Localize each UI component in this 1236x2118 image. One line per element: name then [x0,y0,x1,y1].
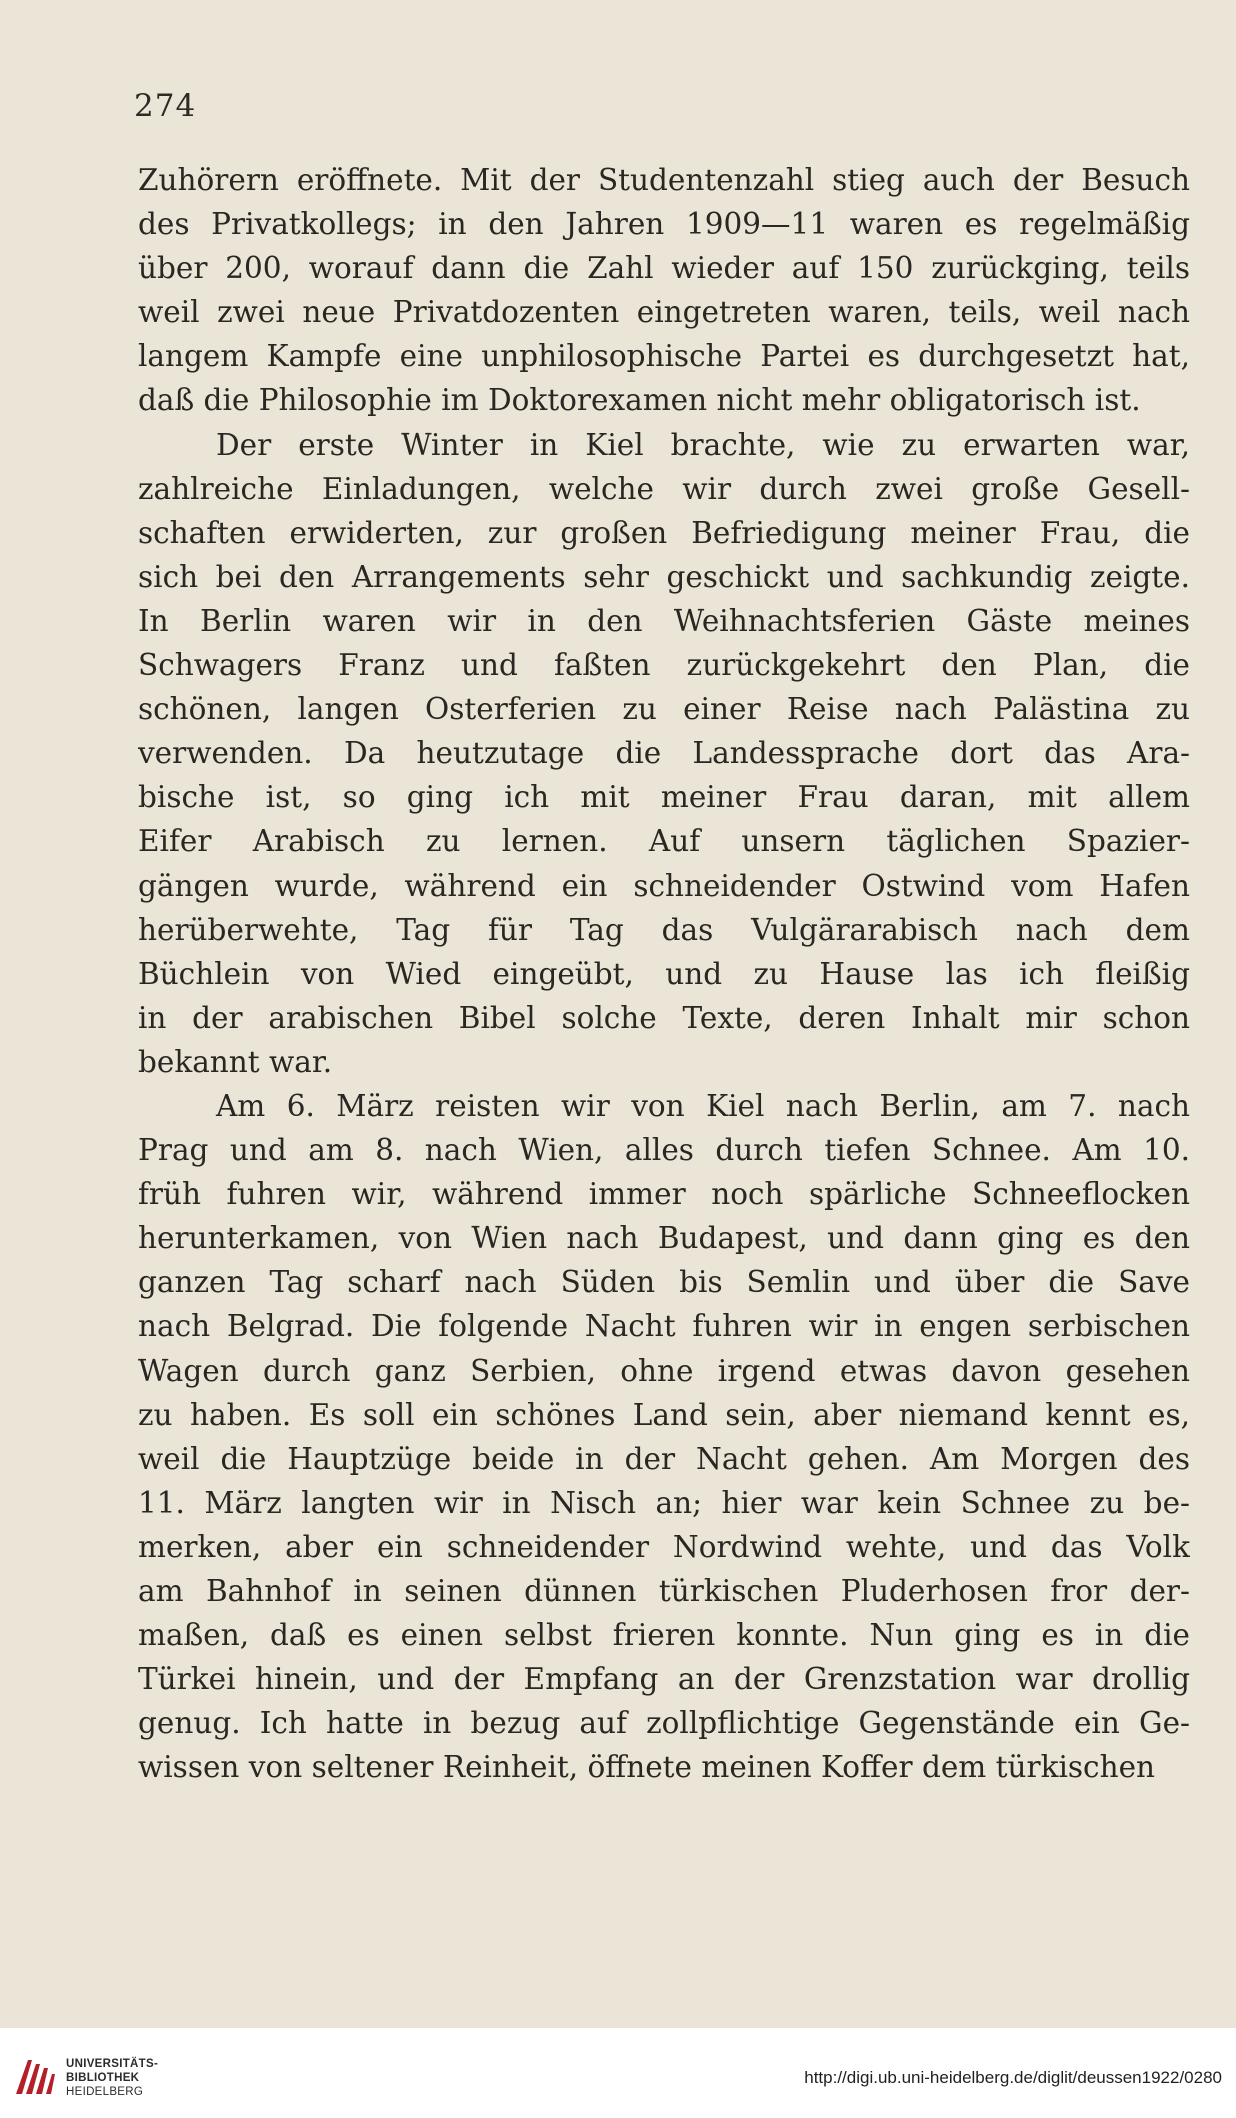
text-line: früh fuhren wir, während immer noch spärliche Schneeflocken [138,1177,1190,1212]
text-line: Prag und am 8. nach Wien, alles durch tiefen Schnee. Am 10. [138,1133,1190,1168]
text-line: Schwagers Franz und faßten zurückgekehrt den Plan, die [138,648,1190,683]
body-text [138,158,1190,1789]
text-line: Türkei hinein, und der Empfang an der Grenzstation war drollig [138,1662,1190,1697]
source-url-link[interactable]: http://digi.ub.uni-heidelberg.de/diglit/deussen1922/0280 [804,2068,1222,2087]
text-line: zu haben. Es soll ein schönes Land sein, aber niemand kennt es, [138,1397,1190,1432]
text-line: weil die Hauptzüge beide in der Nacht gehen. Am Morgen des [138,1441,1190,1476]
text-line: nach Belgrad. Die folgende Nacht fuhren wir in engen serbischen [138,1309,1190,1344]
text-line: bekannt war. [138,1044,333,1079]
text-line: gängen wurde, während ein schneidender Ostwind vom Hafen [138,868,1190,903]
text-line: weil zwei neue Privatdozenten eingetreten waren, teils, weil nach [138,295,1190,330]
text-line: herüberwehte, Tag für Tag das Vulgärarabisch nach dem [138,912,1190,947]
text-line: Der erste Winter in Kiel brachte, wie zu erwarten war, [216,427,1190,462]
text-line: genug. Ich hatte in bezug auf zollpflichtige Gegenstände ein Ge- [138,1706,1190,1741]
logo-line-2: BIBLIOTHEK [66,2072,140,2084]
text-line: Büchlein von Wied eingeübt, und zu Hause las ich fleißig [138,956,1190,991]
text-line: zahlreiche Einladungen, welche wir durch zwei große Gesell- [138,471,1190,506]
text-line: ganzen Tag scharf nach Süden bis Semlin und über die Save [138,1265,1190,1300]
text-line: in der arabischen Bibel solche Texte, deren Inhalt mir schon [138,1000,1190,1035]
logo-line-1: UNIVERSITÄTS- [66,2058,159,2070]
text-line: herunterkamen, von Wien nach Budapest, und dann ging es den [138,1221,1190,1256]
text-line: In Berlin waren wir in den Weihnachtsferien Gäste meines [138,603,1190,638]
text-line: am Bahnhof in seinen dünnen türkischen Pluderhosen fror der- [138,1574,1190,1608]
text-line: verwenden. Da heutzutage die Landessprache dort das Ara- [138,736,1190,771]
text-line: langem Kampfe eine unphilosophische Partei es durchgesetzt hat, [138,339,1190,374]
text-line: des Privatkollegs; in den Jahren 1909—11 waren es regelmäßig [138,207,1190,242]
library-logo-text [66,2057,158,2099]
text-line: merken, aber ein schneidender Nordwind wehte, und das Volk [138,1529,1190,1564]
text-line: wissen von seltener Reinheit, öffnete meinen Koffer dem türkischen [138,1750,1156,1785]
text-line: schaften erwiderten, zur großen Befriedigung meiner Frau, die [138,515,1190,550]
text-line: 11. März langten wir in Nisch an; hier war kein Schnee zu be- [138,1485,1190,1520]
logo-line-3: HEIDELBERG [66,2086,144,2098]
text-line: Am 6. März reisten wir von Kiel nach Berlin, am 7. nach [216,1088,1190,1123]
university-seal-icon [12,2054,58,2098]
text-line: sich bei den Arrangements sehr geschickt und sachkundig zeigte. [138,559,1190,594]
text-line: daß die Philosophie im Doktorexamen nicht mehr obligatorisch ist. [138,383,1141,418]
text-line: bische ist, so ging ich mit meiner Frau daran, mit allem [138,780,1190,815]
text-line: Zuhörern eröffnete. Mit der Studentenzahl stieg auch der Besuch [138,163,1190,197]
text-line: über 200, worauf dann die Zahl wieder auf 150 zurückging, teils [138,251,1190,286]
page-number: 274 [134,88,197,124]
text-line: Wagen durch ganz Serbien, ohne irgend etwas davon gesehen [138,1353,1190,1388]
text-line: maßen, daß es einen selbst frieren konnte. Nun ging es in die [138,1618,1190,1653]
text-line: Eifer Arabisch zu lernen. Auf unsern täglichen Spazier- [138,824,1190,859]
text-line: schönen, langen Osterferien zu einer Reise nach Palästina zu [138,692,1190,727]
